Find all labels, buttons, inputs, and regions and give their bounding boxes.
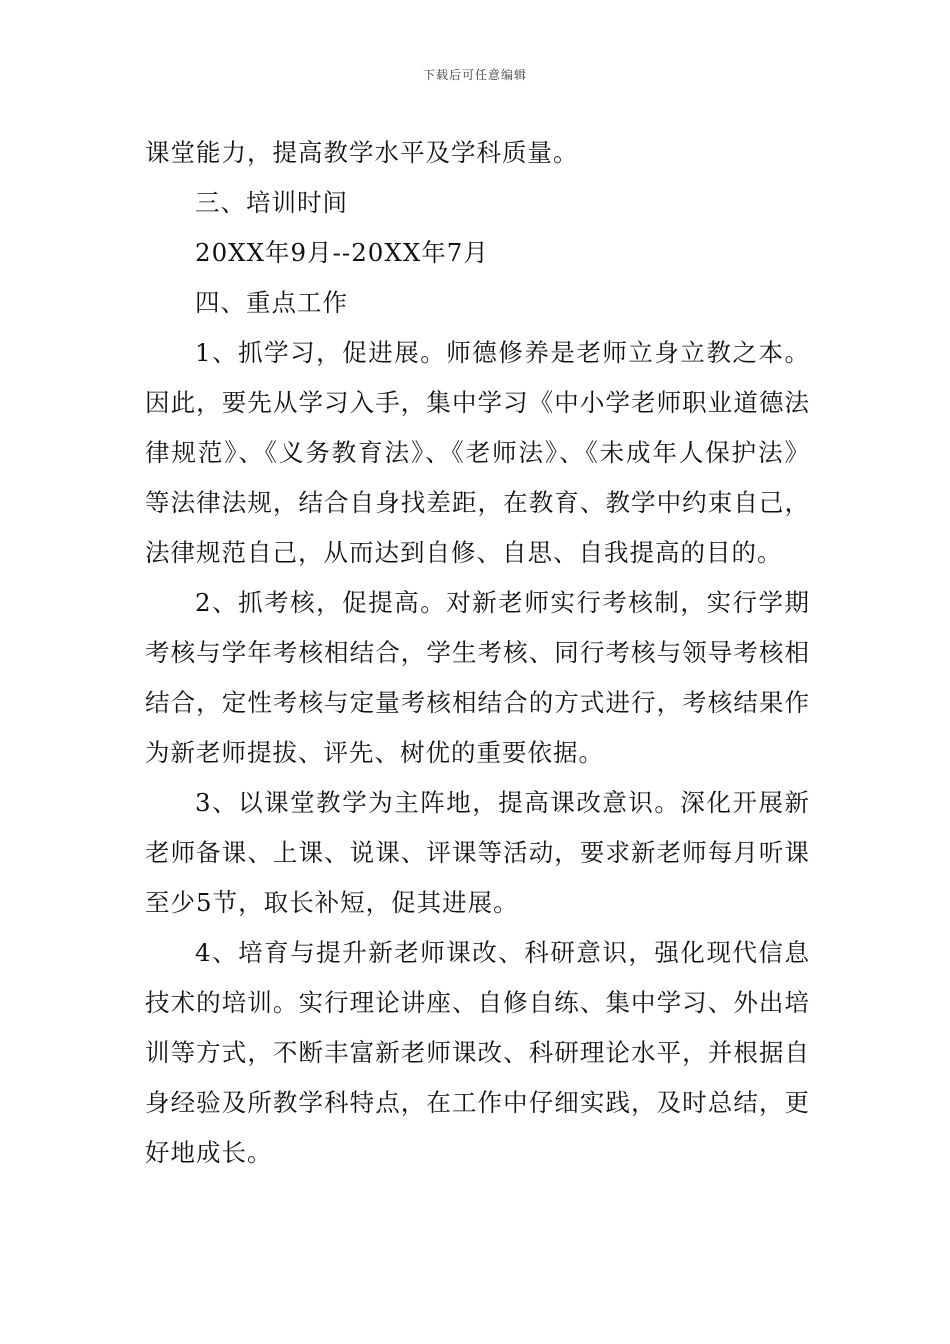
- paragraph-item-1: 1、抓学习，促进展。师德修养是老师立身立教之本。因此，要先从学习入手，集中学习《中小学老师职业道德法律规范》、《义务教育法》、《老师法》、《未成年人保护法》等法律法规，结合自身找差距，在教育、教学中约束自己，法律规范自己，从而达到自修、自思、自我提高的目的。: [145, 338, 810, 567]
- section-heading-training-time: 三、培训时间: [195, 188, 348, 217]
- header-note: 下载后可任意编辑: [422, 68, 527, 82]
- paragraph-continuation: 课堂能力，提高教学水平及学科质量。: [145, 138, 579, 167]
- paragraph-item-4: 4、培育与提升新老师课改、科研意识，强化现代信息技术的培训。实行理论讲座、自修自练、集中学习、外出培训等方式，不断丰富新老师课改、科研理论水平，并根据自身经验及所教学科特点，在工作中仔细实践，及时总结，更好地成长。: [145, 938, 810, 1167]
- training-period: 20XX年9月--20XX年7月: [195, 238, 489, 267]
- paragraph-item-3: 3、以课堂教学为主阵地，提高课改意识。深化开展新老师备课、上课、说课、评课等活动，要求新老师每月听课至少5节，取长补短，促其进展。: [145, 788, 810, 917]
- paragraph-item-2: 2、抓考核，促提高。对新老师实行考核制，实行学期考核与学年考核相结合，学生考核、同行考核与领导考核相结合，定性考核与定量考核相结合的方式进行，考核结果作为新老师提拔、评先、树优的重要依据。: [145, 588, 810, 767]
- document-body: [145, 128, 810, 1178]
- section-heading-key-work: 四、重点工作: [195, 288, 348, 317]
